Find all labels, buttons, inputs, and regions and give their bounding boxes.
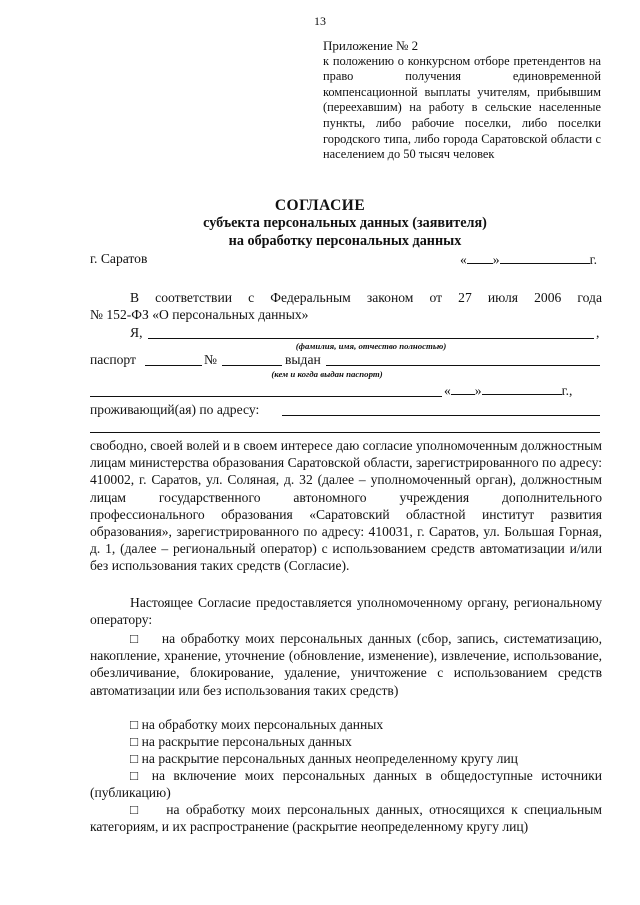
checkbox-icon[interactable]: □	[130, 768, 144, 783]
checkbox-icon[interactable]: □	[130, 734, 139, 749]
document-title: СОГЛАСИЕ	[274, 197, 366, 214]
item-text: на раскрытие персональных данных	[141, 734, 352, 749]
passport-series-blank[interactable]	[145, 365, 202, 366]
issued-by-blank[interactable]	[326, 365, 600, 366]
city: г. Саратов	[90, 251, 148, 266]
checkbox-icon[interactable]: □	[130, 802, 142, 817]
appendix-block	[323, 38, 601, 163]
fio-hint: (фамилия, имя, отчество полностью)	[295, 341, 447, 351]
i-label: Я,	[130, 325, 143, 340]
issued-date-open-quote: «	[444, 383, 451, 398]
issued-date-field	[444, 382, 572, 399]
passport-label: паспорт	[90, 352, 136, 367]
page-number: 13	[314, 14, 326, 28]
appendix-text: к положению о конкурсном отборе претендентов на право получения единовременной компенсационной выплаты учителям, прибывшим (переехавшим) на работу в сельские населенные пункты, либо рабочие поселки, либо поселки городского типа, либо города Саратовской области с населением до 50 тысяч человек	[323, 53, 601, 162]
document-subtitle	[150, 215, 540, 250]
address-continuation-blank[interactable]	[90, 432, 600, 433]
issued-hint: (кем и когда выдан паспорт)	[271, 369, 383, 379]
item-text: на обработку моих персональных данных (сбор, запись, систематизацию, накопление, хранение, уточнение (обновление, изменение), извлечение, использование, обезличивание, блокирование, удаление, уничтожение с использованием средств автоматизации или без использования таких средств)	[90, 631, 603, 698]
issued-month-blank[interactable]	[482, 382, 562, 395]
consent-item-6	[90, 801, 602, 835]
passport-number-blank[interactable]	[222, 365, 282, 366]
date-field	[460, 251, 597, 268]
address-blank[interactable]	[282, 415, 600, 416]
consent-item-4	[90, 750, 602, 767]
consent-item-3	[90, 733, 602, 750]
consent-item-2	[90, 716, 602, 733]
item-text: на обработку моих персональных данных	[141, 717, 384, 732]
subtitle-line-1: субъекта персональных данных (заявителя)	[203, 215, 487, 231]
consent-item-5	[90, 767, 602, 801]
item-text: на включение моих персональных данных в общедоступные источники (публикацию)	[90, 768, 602, 801]
residing-label: проживающий(ая) по адресу:	[90, 402, 260, 417]
day-blank[interactable]	[467, 251, 493, 264]
item-text: на обработку моих персональных данных, относящихся к специальным категориям, и их распространение (раскрытие неопределенному кругу лиц)	[90, 802, 602, 835]
issued-day-blank[interactable]	[451, 382, 475, 395]
fio-blank[interactable]	[148, 338, 594, 339]
date-open-quote: «	[460, 252, 467, 267]
issued-label: выдан	[285, 352, 321, 367]
date-close-quote: »	[492, 252, 500, 267]
issued-date-close-quote: »	[474, 383, 482, 398]
consent-paragraph: свободно, своей волей и в своем интересе даю согласие уполномоченным должностным лицам министерства образования Саратовской области, зарегистрированного по адресу: 410002, г. Саратов, ул. Соляная, д. 32 (далее – уполномоченный орган), должностным лицам государственного автономного учреждения дополнительного профессионального образования «Саратовский областной институт развития образования», зарегистрированного по адресу: 410031, г. Саратов, ул. Большая Горная, д. 1, (далее – региональный оператор) с использованием средств автоматизации и/или без использования таких средств (Согласие).	[90, 438, 602, 574]
appendix-title: Приложение № 2	[323, 38, 419, 53]
item-text: на раскрытие персональных данных неопределенному кругу лиц	[141, 751, 518, 766]
checkbox-icon[interactable]: □	[130, 717, 139, 732]
issued-year-suffix: г.,	[561, 383, 573, 398]
fio-comma: ,	[596, 325, 600, 340]
date-year-suffix: г.	[589, 252, 598, 267]
provided-paragraph: Настоящее Согласие предоставляется уполномоченному органу, региональному оператору:	[90, 595, 602, 628]
checkbox-icon[interactable]: □	[130, 631, 141, 646]
passport-number-sign: №	[204, 352, 217, 367]
consent-item-1	[90, 630, 602, 699]
intro-line-2: № 152-ФЗ «О персональных данных»	[90, 307, 309, 322]
month-blank[interactable]	[500, 251, 590, 264]
checkbox-icon[interactable]: □	[130, 751, 139, 766]
subtitle-line-2: на обработку персональных данных	[228, 232, 462, 249]
intro-line-1: В соответствии с Федеральным законом от 27 июля 2006 года	[130, 290, 602, 305]
issued-by-continuation-blank[interactable]	[90, 396, 442, 397]
